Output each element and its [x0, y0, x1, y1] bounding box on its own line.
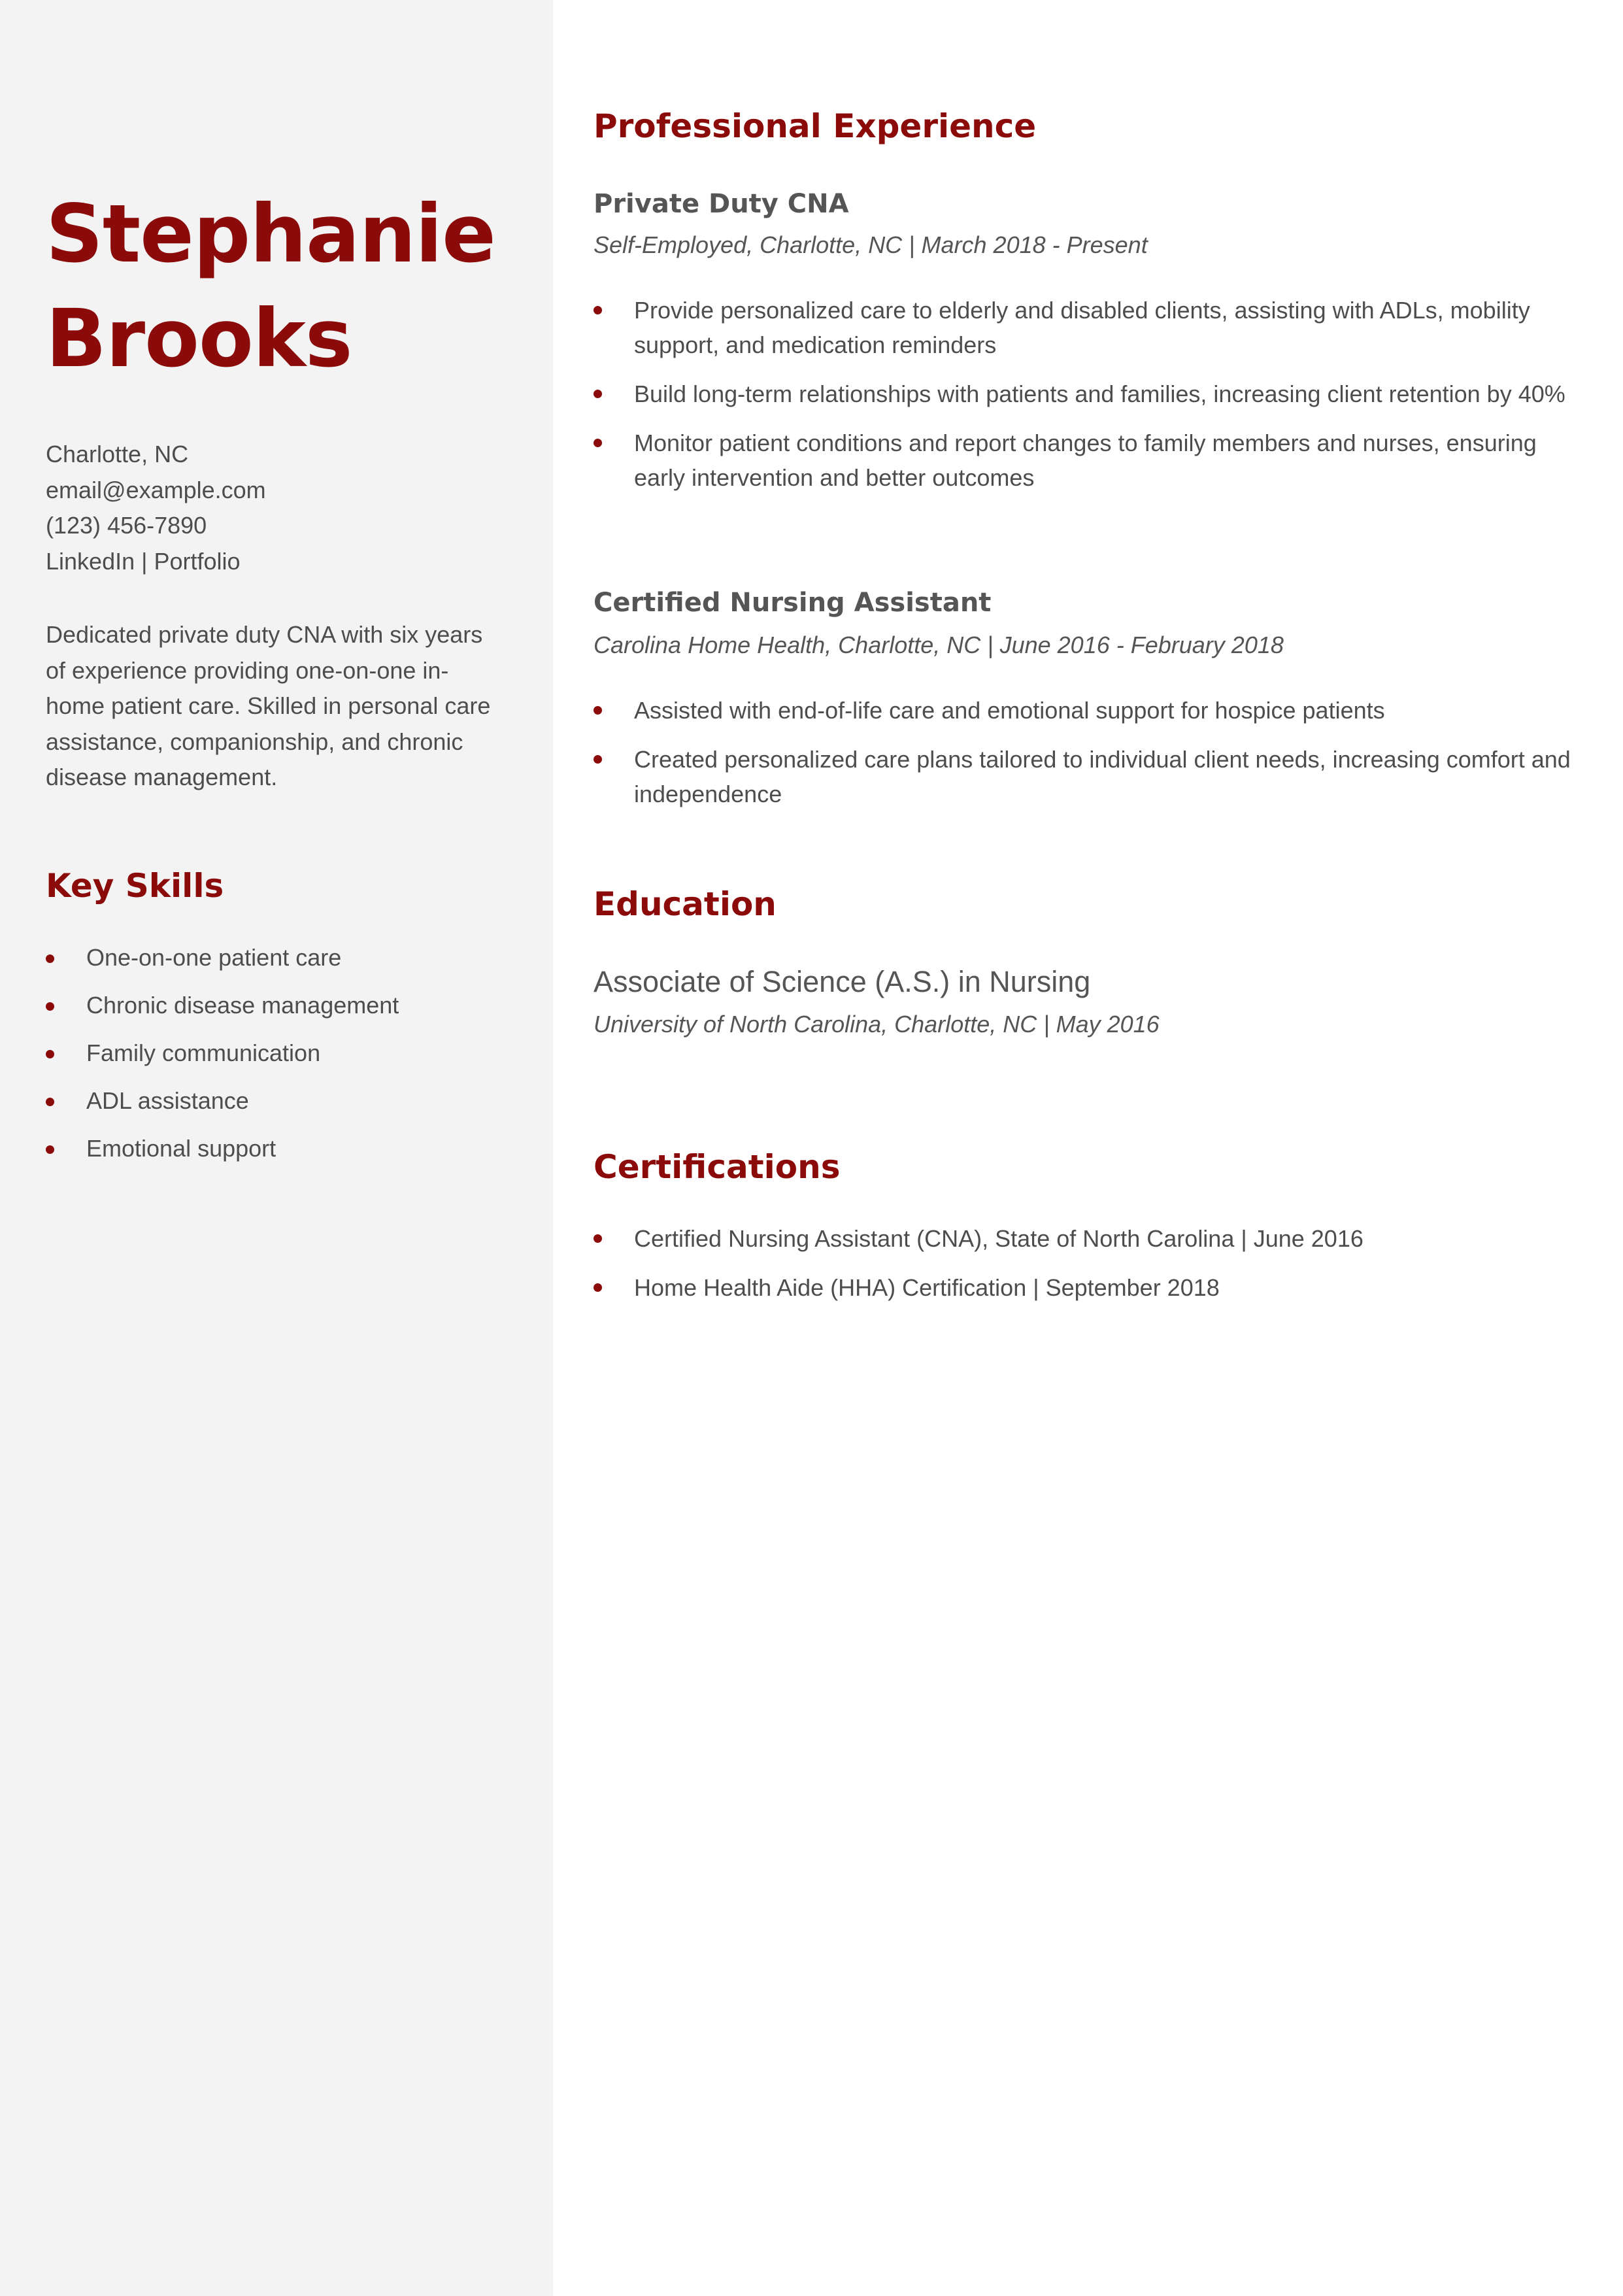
main-content: [553, 0, 1623, 2296]
profile-summary: Dedicated private duty CNA with six years of experience providing one-on-one in-home patient care. Skilled in personal care assistance, companionship, and chronic disease management.: [46, 621, 491, 790]
certification-text: Home Health Aide (HHA) Certification | September 2018: [634, 1274, 1220, 1301]
job-bullet: [594, 293, 1574, 362]
certification-item: [594, 1270, 1574, 1305]
job-bullet-text: Provide personalized care to elderly and disabled clients, assisting with ADLs, mobility support, and medication reminders: [634, 297, 1530, 358]
bullet-icon: [594, 1234, 602, 1243]
bullet-icon: [594, 755, 602, 764]
candidate-name: [46, 182, 495, 391]
bullet-icon: [46, 1050, 54, 1058]
skill-label: Emotional support: [86, 1135, 276, 1162]
skill-item: [46, 1036, 399, 1083]
bullet-icon: [594, 706, 602, 715]
job-bullet: [594, 693, 1574, 728]
contact-block: [46, 437, 266, 579]
skill-label: Chronic disease management: [86, 992, 399, 1019]
key-skills-list: [46, 940, 399, 1179]
experience-heading: Professional Experience: [594, 107, 1037, 145]
certifications-heading: Certifications: [594, 1148, 841, 1186]
certifications-list: [594, 1221, 1574, 1319]
skill-label: One-on-one patient care: [86, 944, 342, 971]
sidebar: [0, 0, 553, 2296]
job-bullets: [594, 693, 1574, 826]
bullet-icon: [594, 439, 602, 447]
skill-item: [46, 940, 399, 988]
job-bullet-text: Assisted with end-of-life care and emotional support for hospice patients: [634, 697, 1385, 724]
last-name: Brooks: [46, 292, 352, 385]
job-meta: Self-Employed, Charlotte, NC | March 2018 - Present: [594, 231, 1148, 258]
bullet-icon: [46, 1098, 54, 1106]
skill-item: [46, 1083, 399, 1131]
bullet-icon: [46, 954, 54, 963]
job-bullet-text: Created personalized care plans tailored to individual client needs, increasing comfort and independence: [634, 746, 1571, 807]
first-name: Stephanie: [46, 188, 495, 280]
job-bullet: [594, 377, 1574, 411]
contact-phone: (123) 456-7890: [46, 512, 207, 539]
bullet-icon: [594, 1283, 602, 1292]
skill-item: [46, 988, 399, 1036]
job-bullets: [594, 293, 1574, 509]
contact-email: email@example.com: [46, 476, 266, 503]
skill-item: [46, 1131, 399, 1179]
job-bullet-text: Monitor patient conditions and report changes to family members and nurses, ensuring early intervention and better outcomes: [634, 430, 1537, 491]
certification-text: Certified Nursing Assistant (CNA), State of North Carolina | June 2016: [634, 1225, 1364, 1252]
education-meta: University of North Carolina, Charlotte, NC | May 2016: [594, 1011, 1160, 1038]
job-bullet: [594, 742, 1574, 811]
bullet-icon: [594, 306, 602, 314]
job-title: Private Duty CNA: [594, 189, 849, 219]
job-bullet: [594, 426, 1574, 495]
bullet-icon: [594, 390, 602, 398]
contact-links: LinkedIn | Portfolio: [46, 547, 241, 575]
education-heading: Education: [594, 885, 777, 923]
job-bullet-text: Build long-term relationships with patients and families, increasing client retention by 40%: [634, 380, 1565, 407]
bullet-icon: [46, 1002, 54, 1011]
education-degree: Associate of Science (A.S.) in Nursing: [594, 965, 1091, 998]
job-title: Certified Nursing Assistant: [594, 588, 992, 618]
bullet-icon: [46, 1145, 54, 1154]
skill-label: Family communication: [86, 1039, 321, 1066]
key-skills-heading: Key Skills: [46, 867, 224, 905]
contact-location: Charlotte, NC: [46, 441, 189, 467]
job-meta: Carolina Home Health, Charlotte, NC | June 2016 - February 2018: [594, 632, 1284, 658]
skill-label: ADL assistance: [86, 1087, 249, 1114]
certification-item: [594, 1221, 1574, 1256]
